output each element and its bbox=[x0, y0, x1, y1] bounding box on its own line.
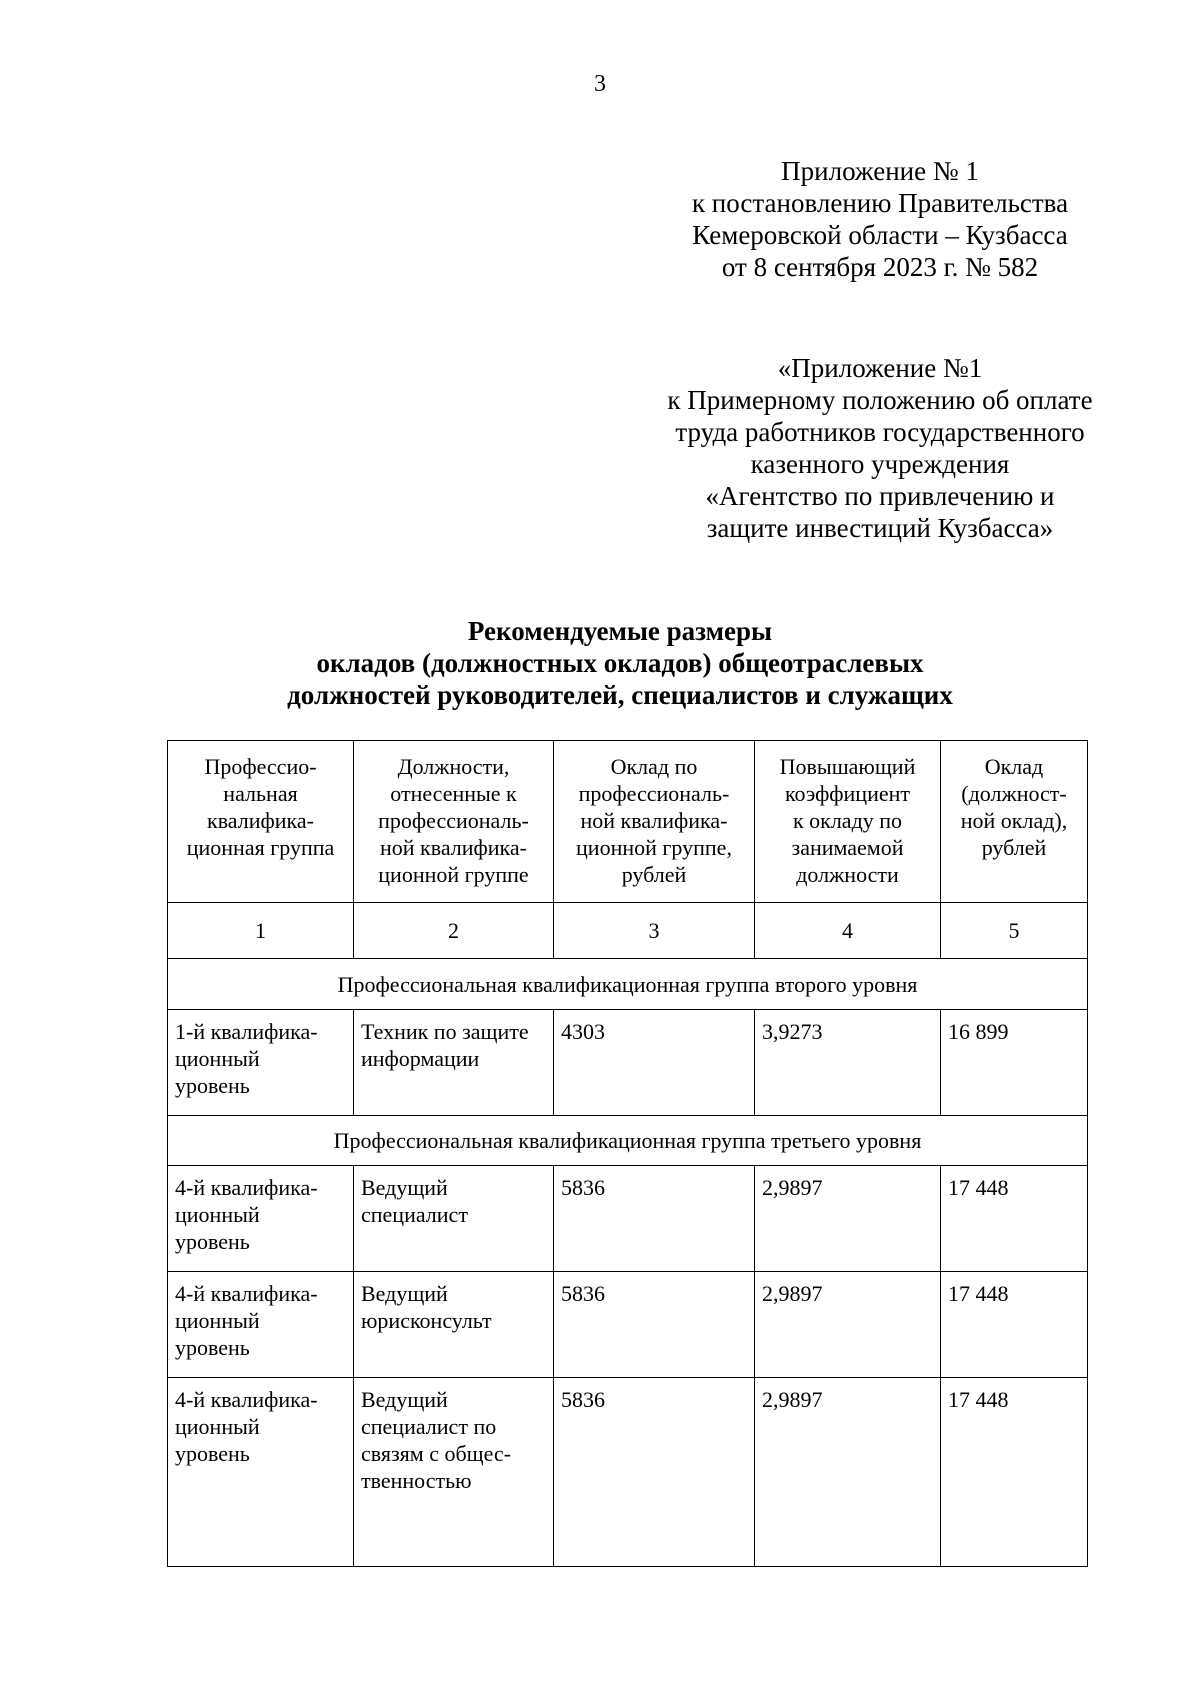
cell-salary: 4303 bbox=[554, 1010, 755, 1116]
column-number-row bbox=[168, 903, 1088, 959]
title-line: окладов (должностных окладов) общеотраслевых bbox=[316, 648, 924, 678]
header-line: ной квалифика- bbox=[379, 835, 528, 860]
cell-coefficient: 2,9897 bbox=[755, 1272, 941, 1378]
column-number: 1 bbox=[168, 903, 354, 959]
appendix-2-heading bbox=[630, 352, 1130, 544]
cell-line: Ведущий bbox=[361, 1387, 448, 1412]
header-line: Оклад по bbox=[610, 754, 698, 779]
group-title-row bbox=[168, 1116, 1088, 1166]
group-title: Профессиональная квалификационная группа третьего уровня bbox=[168, 1116, 1088, 1166]
appendix-2-line: к Примерному положению об оплате bbox=[667, 385, 1093, 415]
cell-total: 17 448 bbox=[941, 1272, 1088, 1378]
cell-level bbox=[168, 1010, 354, 1116]
header-line: Профессио- bbox=[204, 754, 317, 779]
table-row bbox=[168, 1272, 1088, 1378]
column-number: 5 bbox=[941, 903, 1088, 959]
cell-coefficient: 2,9897 bbox=[755, 1378, 941, 1567]
cell-coefficient: 3,9273 bbox=[755, 1010, 941, 1116]
cell-line: юрисконсульт bbox=[361, 1308, 492, 1333]
header-cell-positions bbox=[354, 741, 554, 903]
group-title: Профессиональная квалификационная группа второго уровня bbox=[168, 959, 1088, 1010]
cell-line: уровень bbox=[175, 1073, 250, 1098]
cell-position bbox=[354, 1166, 554, 1272]
cell-line: уровень bbox=[175, 1335, 250, 1360]
cell-position bbox=[354, 1010, 554, 1116]
cell-total: 17 448 bbox=[941, 1378, 1088, 1567]
cell-line: Ведущий bbox=[361, 1281, 448, 1306]
cell-level bbox=[168, 1166, 354, 1272]
cell-line: связям с общес- bbox=[361, 1441, 512, 1466]
header-line: рублей bbox=[621, 862, 687, 887]
header-line: Повышающий bbox=[779, 754, 916, 779]
header-cell-total-salary bbox=[941, 741, 1088, 903]
table-header-row bbox=[168, 741, 1088, 903]
header-line: Оклад bbox=[984, 754, 1044, 779]
header-line: нальная bbox=[223, 781, 298, 806]
cell-line: ционный bbox=[175, 1308, 260, 1333]
header-line: рублей bbox=[981, 835, 1047, 860]
cell-salary: 5836 bbox=[554, 1272, 755, 1378]
appendix-1-heading bbox=[650, 155, 1110, 283]
salary-table bbox=[167, 740, 1088, 1567]
table-row bbox=[168, 1010, 1088, 1116]
appendix-2-line: казенного учреждения bbox=[750, 449, 1010, 479]
header-line: ционной группе bbox=[378, 862, 529, 887]
header-line: (должност- bbox=[961, 781, 1067, 806]
cell-line: 1-й квалифика- bbox=[175, 1019, 318, 1044]
cell-line: Ведущий bbox=[361, 1175, 448, 1200]
header-line: ционной группе, bbox=[576, 835, 732, 860]
cell-total: 16 899 bbox=[941, 1010, 1088, 1116]
header-line: профессиональ- bbox=[378, 808, 529, 833]
header-line: ной оклад), bbox=[960, 808, 1068, 833]
column-number: 2 bbox=[354, 903, 554, 959]
appendix-2-line: защите инвестиций Кузбасса» bbox=[706, 513, 1054, 543]
column-number: 3 bbox=[554, 903, 755, 959]
header-cell-coefficient bbox=[755, 741, 941, 903]
title-line: должностей руководителей, специалистов и служащих bbox=[287, 680, 953, 710]
cell-line: 4-й квалифика- bbox=[175, 1281, 318, 1306]
header-line: профессиональ- bbox=[578, 781, 730, 806]
cell-total: 17 448 bbox=[941, 1166, 1088, 1272]
appendix-1-line: Приложение № 1 bbox=[781, 156, 979, 186]
cell-coefficient: 2,9897 bbox=[755, 1166, 941, 1272]
header-line: занимаемой bbox=[791, 835, 904, 860]
cell-line: ционный bbox=[175, 1046, 260, 1071]
cell-line: 4-й квалифика- bbox=[175, 1387, 318, 1412]
cell-line: уровень bbox=[175, 1229, 250, 1254]
cell-position bbox=[354, 1378, 554, 1567]
header-line: должности bbox=[796, 862, 899, 887]
cell-line: специалист bbox=[361, 1202, 468, 1227]
document-title bbox=[150, 615, 1090, 711]
column-number: 4 bbox=[755, 903, 941, 959]
cell-salary: 5836 bbox=[554, 1378, 755, 1567]
page-number: 3 bbox=[594, 71, 606, 97]
header-line: квалифика- bbox=[207, 808, 314, 833]
cell-line: ционный bbox=[175, 1414, 260, 1439]
appendix-2-line: «Агентство по привлечению и bbox=[705, 481, 1055, 511]
header-line: ной квалифика- bbox=[580, 808, 728, 833]
cell-line: твенностью bbox=[361, 1468, 472, 1493]
cell-line: специалист по bbox=[361, 1414, 497, 1439]
appendix-2-line: труда работников государственного bbox=[675, 417, 1085, 447]
header-line: коэффициент bbox=[784, 781, 910, 806]
appendix-1-line: от 8 сентября 2023 г. № 582 bbox=[721, 252, 1039, 282]
header-cell-base-salary bbox=[554, 741, 755, 903]
appendix-1-line: Кемеровской области – Кузбасса bbox=[692, 220, 1068, 250]
cell-salary: 5836 bbox=[554, 1166, 755, 1272]
cell-line: уровень bbox=[175, 1441, 250, 1466]
appendix-1-line: к постановлению Правительства bbox=[691, 188, 1069, 218]
cell-level bbox=[168, 1378, 354, 1567]
appendix-2-line: «Приложение №1 bbox=[777, 353, 983, 383]
table-row bbox=[168, 1378, 1088, 1567]
header-line: ционная группа bbox=[186, 835, 335, 860]
header-cell-group bbox=[168, 741, 354, 903]
cell-position bbox=[354, 1272, 554, 1378]
table-row bbox=[168, 1166, 1088, 1272]
cell-line: 4-й квалифика- bbox=[175, 1175, 318, 1200]
group-title-row bbox=[168, 959, 1088, 1010]
header-line: отнесенные к bbox=[390, 781, 517, 806]
header-line: к окладу по bbox=[792, 808, 903, 833]
cell-line: информации bbox=[361, 1046, 480, 1071]
header-line: Должности, bbox=[397, 754, 510, 779]
cell-level bbox=[168, 1272, 354, 1378]
title-line: Рекомендуемые размеры bbox=[467, 616, 773, 646]
cell-line: Техник по защите bbox=[361, 1019, 529, 1044]
cell-line: ционный bbox=[175, 1202, 260, 1227]
